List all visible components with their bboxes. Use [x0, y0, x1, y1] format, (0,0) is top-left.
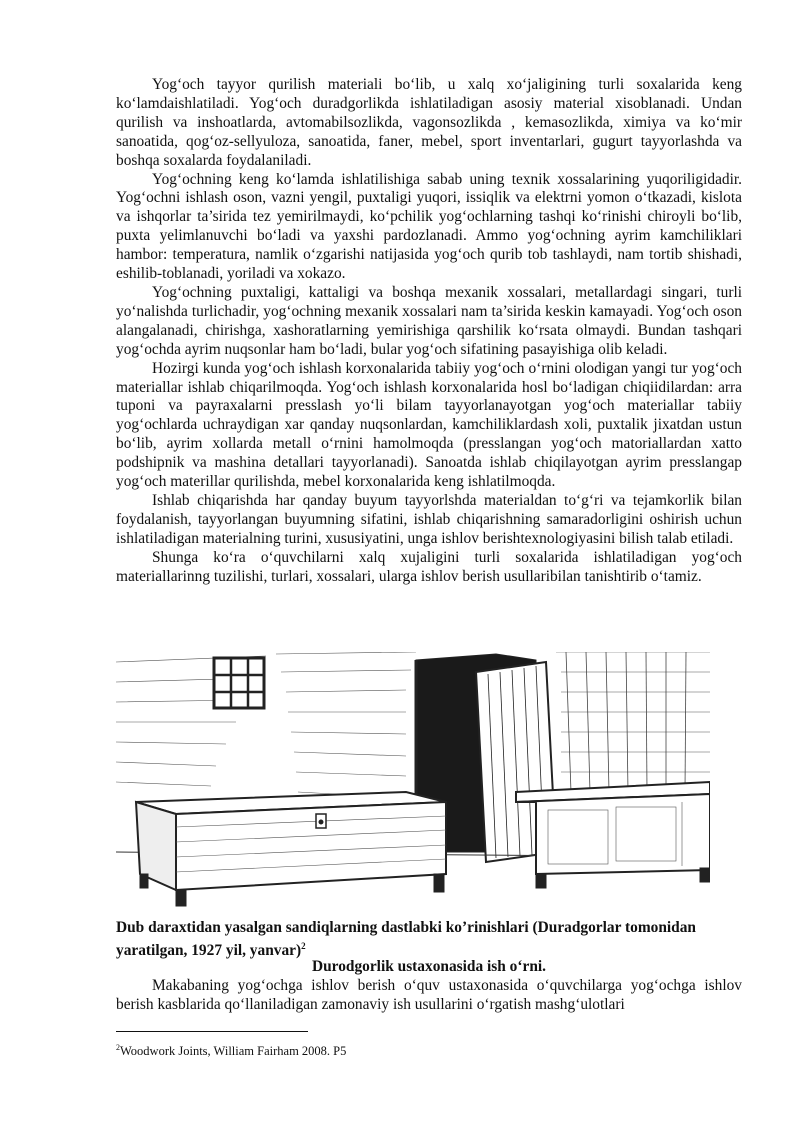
wooden-chests-illustration [116, 652, 710, 910]
paragraph-2: Yog‘ochning keng ko‘lamda ishlatilishiga sabab uning texnik xossalarining yuqoriligidadir. Yog‘ochni ishlash oson, vazni yengil, puxtaligi yuqori, issiqlik va elektrni yomon o‘tkazadi, kislota va ishqorlar ta’sirida tez yemirilmaydi, ko‘pchilik yog‘ochlarning tashqi ko‘rinishi chiroyli bo‘lib, puxta yelimlanuvchi bo‘ladi va yaxshi pardozlanadi. Ammo yog‘ochning ayrim kamchiliklari hambor: temperatura, namlik o‘zgarishi natijasida yog‘och qurib tob tashlaydi, nam tortib shishadi, eshilib-toblanadi, yoriladi va xokazo. [116, 170, 742, 283]
tail-paragraph: Makabaning yog‘ochga ishlov berish o‘quv ustaxonasida o‘quvchilarga yog‘ochga ishlov berish kasblarida qo‘llaniladigan zamonaviy ish usullarini o‘rgatish mashg‘ulotlari [116, 977, 742, 1013]
paragraph-5: Ishlab chiqarishda har qanday buyum tayyorlshda materialdan to‘g‘ri va tejamkorlik bilan foydalanish, tayyorlangan buyumning sifatini, ishlab chiqarishning samaradorligini oshirish uchun ishlatiladigan materialning turini, xususiyatini, unga ishlov berishtexnologiyasini bilish talab etiladi. [116, 491, 742, 547]
caption-text: Dub daraxtidan yasalgan sandiqlarning dastlabki ko’rinishlari (Duradgorlar tomonidan yaratilgan, 1927 yil, yanvar) [116, 919, 696, 960]
footnote-mark: 2 [116, 1043, 120, 1052]
caption-footnote-mark: 2 [301, 941, 306, 951]
figure-caption [116, 918, 746, 960]
footnote-text: Woodwork Joints, William Fairham 2008. P5 [120, 1044, 347, 1059]
paragraph-4: Hozirgi kunda yog‘och ishlash korxonalarida tabiiy yog‘och o‘rnini olodigan yangi tur yog‘och materiallar ishlab chiqarilmoqda. Yog‘och ishlash korxonalarida hosl bo‘ladigan chiqiidilardan: arra tuponi va payraxalarni presslash yo‘li bilam tayyorlanayotgan yog‘och materiallar tabiiy yog‘ochlarda uchraydigan xar qanday nuqsonlardan, kamchiliklardash xoli, puxtalik jixatdan ustun bo‘lib, ayrim xollarda metall o‘rnini hamolmoqda (presslangan yog‘och matoriallardan xatto podshipnik va mashina detallari tayyorlanadi). Sanoatda ishlab chiqilayotgan ayrim presslangap yog‘och materillar qurilishda, mebel korxonalarida keng ishlatilmoqda. [116, 359, 742, 491]
footnote [116, 1040, 742, 1059]
paragraph-3: Yog‘ochning puxtaligi, kattaligi va boshqa mexanik xossalari, metallardagi singari, turli yo‘nalishda turlichadir, yog‘ochning mexanik xossalari nam ta’sirida keskin kamayadi. Yog‘och oson alangalanadi, chirishga, xashoratlarning yemirishiga qarshilik ko‘rsata olmaydi. Bundan tashqari yog‘ochda ayrim nuqsonlar ham bo‘ladi, bular yog‘och sifatining pasayishiga olib keladi. [116, 283, 742, 358]
tail-text [116, 976, 742, 1014]
paragraph-6: Shunga ko‘ra o‘quvchilarni xalq xujaligini turli soxalarida ishlatiladigan yog‘och materiallarinng tuzilishi, turlari, xossalari, ularga ishlov berish usullaribilan tanishtirib o‘tamiz. [116, 548, 742, 585]
section-heading: Durodgorlik ustaxonasida ish o‘rni. [311, 958, 547, 975]
paragraph-1: Yog‘och tayyor qurilish materiali bo‘lib, u xalq xo‘jaligining turli soxalarida keng ko‘lamdaishlatiladi. Yog‘och duradgorlikda ishlatiladigan asosiy material xisoblanadi. Undan qurilish va inshoatlarda, avtomabilsozlikda, vagonsozlikda , kemasozlikda, ximiya va ko‘mir sanoatida, qog‘oz-sellyuloza, sanoatida, faner, mebel, sport inventarlari, gugurt tayyorlashda va boshqa soxalarda foydalaniladi. [116, 76, 742, 169]
body-text [116, 76, 742, 586]
footnote-rule [116, 1031, 308, 1032]
